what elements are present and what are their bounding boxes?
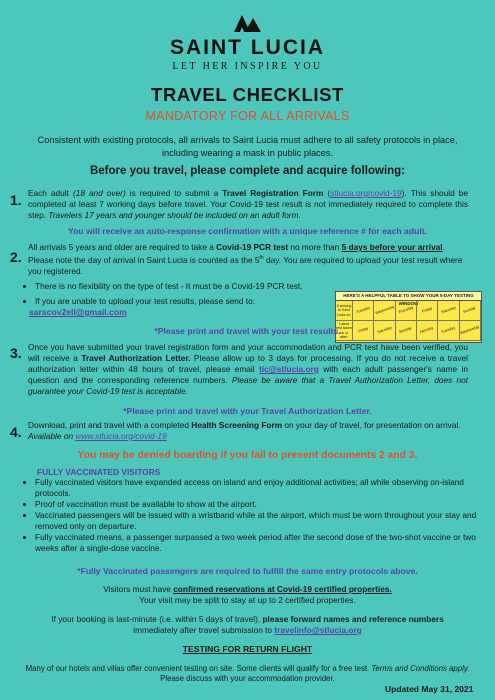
list-item: • Vaccinated passengers will be issued with a wristband while at the airport, which must be worn throughout your stay and removed only on departure. (35, 510, 480, 532)
step-1-number: 1. (10, 192, 22, 208)
list-item: • There is no flexibility on the type of test - It must be a Covid-19 PCR test. (35, 281, 335, 292)
test-results-email-link[interactable]: sarscov2ell@gmail.com (29, 307, 127, 317)
table-cell: Monday (417, 321, 438, 341)
table-caption: HERE'S A HELPFUL TABLE TO SHOW YOUR 5-DAY TESTING WINDOW (336, 292, 481, 301)
table-row-header: Latest test taken on or after: (336, 321, 353, 341)
table-cell: Saturday (374, 321, 395, 341)
boarding-warning: You may be denied boarding if you fail to present documents 2 and 3. (77, 450, 418, 461)
step-3-number: 3. (10, 345, 22, 361)
step-2-bullets (23, 281, 335, 307)
page-title: TRAVEL CHECKLIST (151, 84, 344, 105)
list-item: • Fully vaccinated visitors have expanded access on island and enjoy additional activities; all while observing on-island protocols. (35, 477, 480, 499)
return-testing-text: Many of our hotels and villas offer convenient testing on site. Some clients will qualify for a free test. Terms and Conditions apply. Please discuss with your accommodation provider. (25, 664, 470, 683)
pitons-logo-icon (230, 12, 266, 34)
return-testing-heading: TESTING FOR RETURN FLIGHT (182, 644, 313, 654)
updated-date: Updated May 31, 2021 (385, 684, 474, 694)
brand-tagline: LET HER INSPIRE YOU (172, 61, 323, 72)
before-heading: Before you travel, please complete and acquire following: (89, 165, 406, 177)
step-2-number: 2. (10, 249, 22, 265)
table-cell: Saturday (438, 301, 459, 321)
table-cell: Sunday (460, 301, 481, 321)
confirmed-reservations-text: Visitors must have confirmed reservations at Covid-19 certified properties. Your visit may be split to stay at up to 2 certified properties. (103, 584, 392, 605)
table-cell: Friday (417, 301, 438, 321)
tic-email-link[interactable]: tic@stlucia.org (259, 364, 319, 374)
last-minute-text: If your booking is last-minute (i.e. within 5 days of travel), please forward names and reference numbers immediately after travel submission to travelinfo@stlucia.org (51, 614, 444, 635)
table-cell: Friday (353, 321, 374, 341)
step-4-text: Download, print and travel with a completed Health Screening Form on your day of travel, for presentation on arrival. Available on www.stlucia.org/covid-19 (28, 420, 461, 441)
travelinfo-email-link[interactable]: travelinfo@stlucia.org (274, 625, 362, 635)
table-cell: Wednesday (374, 301, 395, 321)
table-cell: Wednesday (460, 321, 481, 341)
table-row-header: If arriving in Saint Lucia on: (336, 301, 353, 321)
registration-link[interactable]: stlucia.org/covid-19 (330, 188, 402, 198)
note-auto-response: You will receive an auto-response confirmation with a unique reference # for each adult. (68, 226, 427, 236)
list-item: • Fully vaccinated means, a passenger surpassed a two week period after the second dose of the two-shot vaccine or two weeks after a single-dose vaccine. (35, 532, 480, 554)
step-2-text: All arrivals 5 years and older are required to take a Covid-19 PCR test no more than 5 days before your arrival. (28, 242, 445, 252)
brand-logo (0, 12, 495, 72)
step-2-note: Please note the day of arrival in Saint Lucia is counted as the 5th day. You are required to upload your test result where you registered. (28, 254, 463, 276)
note-print-authorization: *Please print and travel with your Travel Authorization Letter. (123, 406, 372, 416)
step-3-text: Once you have submitted your travel registration form and your accommodation and PCR test have been verified, you will receive a Travel Authorization Letter. Please allow up to 3 days for processing. If you do not receive a travel authorization letter within 48 hours of travel, please email tic@stlucia.org with each adult passenger's name in question and the corresponding reference numbers. Please be aware that a Travel Authorization Letter, does not guarantee your Covid-19 test is acceptable. (28, 342, 468, 396)
list-item: • If you are unable to upload your test results, please send to: (35, 296, 335, 307)
brand-name: SAINT LUCIA (170, 36, 325, 59)
note-print-results: *Please print and travel with your test results. (154, 326, 341, 336)
vaccinated-list (23, 477, 480, 554)
page-subtitle: MANDATORY FOR ALL ARRIVALS (145, 109, 350, 123)
list-item: • Proof of vaccination must be available to show at the airport. (35, 499, 480, 510)
vaccinated-heading: FULLY VACCINATED VISITORS (37, 467, 161, 477)
note-vaccinated: *Fully Vaccinated passengers are required to fulfill the same entry protocols above. (77, 566, 418, 576)
table-cell: Tuesday (438, 321, 459, 341)
table-cell: Tuesday (353, 301, 374, 321)
intro-text: Consistent with existing protocols, all arrivals to Saint Lucia must adhere to all safety protocols in place, including wearing a mask in public places. (37, 135, 458, 158)
step-4-number: 4. (10, 424, 22, 440)
health-form-link[interactable]: www.stlucia.org/covid-19 (75, 431, 167, 441)
step-2-email (29, 307, 127, 318)
table-cell: Sunday (396, 321, 417, 341)
step-1-text: Each adult (18 and over) is required to submit a Travel Registration Form (stlucia.org/covid-19). This should be completed at least 7 working days before travel. Your Covid-19 test result is not immediately required to complete this step. Travelers 17 years and younger should be included on an adult form. (28, 188, 468, 220)
table-cell: Thursday (396, 301, 417, 321)
